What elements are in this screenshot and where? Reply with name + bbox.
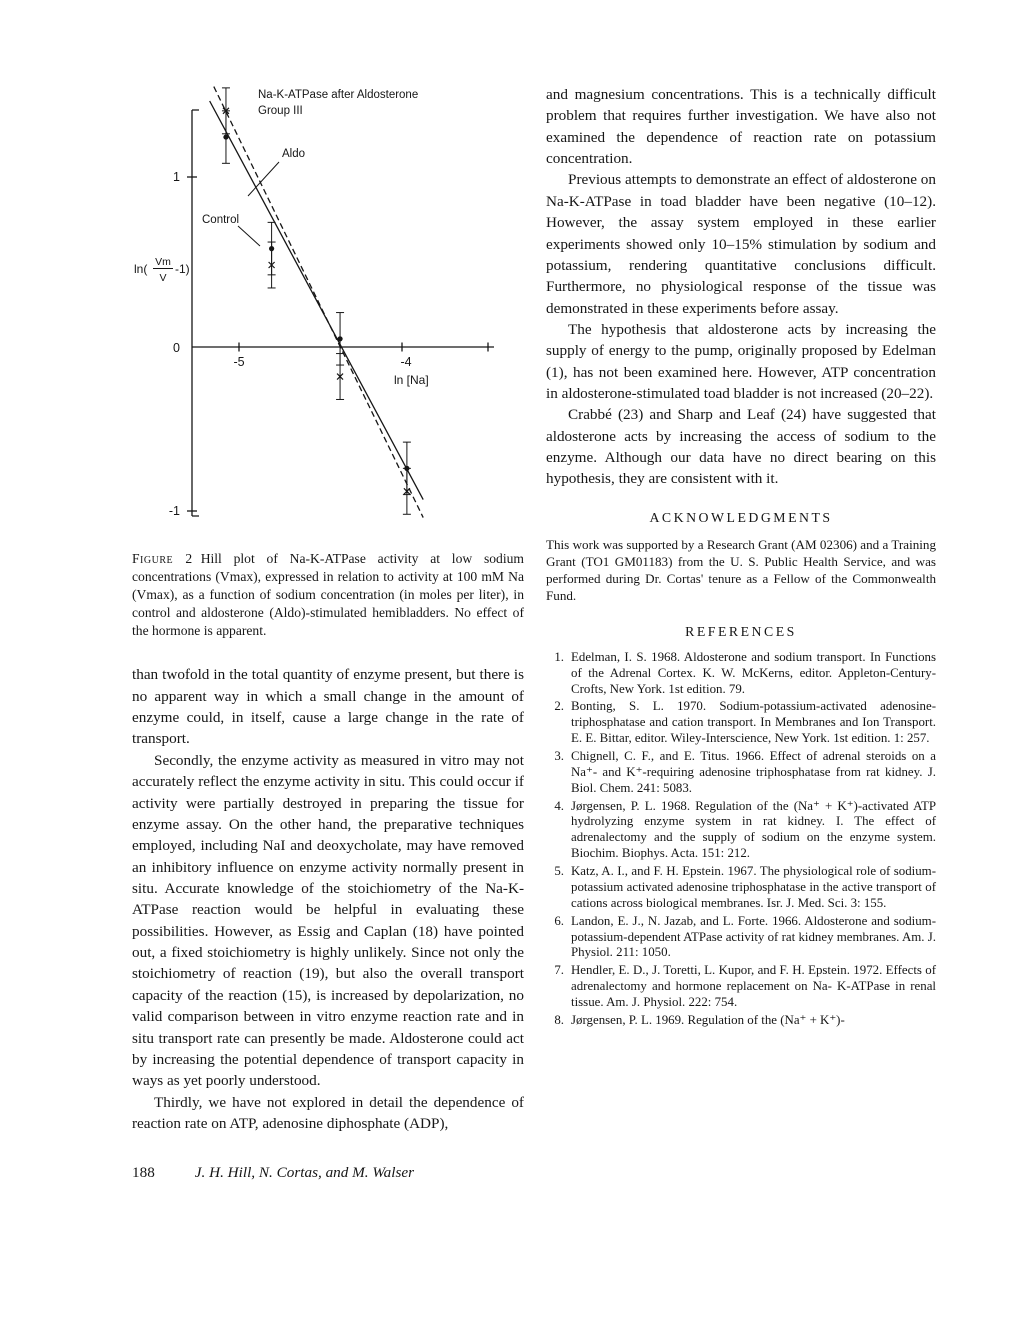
left-paragraph-2: Secondly, the enzyme activity as measured in vitro may not accurately reflect the enzyme activity in situ. This could occur if activity were partially destroyed in preparing the tissue for enzyme assay. On the other hand, the preparative techniques employed, including NaI and deoxycholate, may have removed an inhibitory influence on enzyme activity normally present in situ. Accurate knowledge of the stoichiometry of the Na-K-ATPase reaction would be helpful in evaluating these possibilities. However, as Essig and Caplan (18) have pointed out, a fixed stoichiometry is highly unlikely. Since not only the stoichiometry of reaction (19), but also the overall transport capacity of the reaction (15), is increased by depolarization, no valid comparison between in vitro enzyme reaction rate and in situ transport rate can presently be made. Aldosterone could act by increasing the potential dependence of transport capacity in ways as yet poorly understood. — [132, 751, 524, 1090]
reference-item — [546, 963, 936, 1011]
right-paragraph-2: Previous attempts to demonstrate an effect of aldosterone on Na-K-ATPase in toad bladder have been negative (10–12). However, the assay system employed in these earlier experiments showed only 10–15% stimulation by sodium and potassium, rendering quantitative conclusions difficult. Furthermore, no physiological response of the tissue was demonstrated in these experiments before assay. — [546, 171, 936, 317]
x-tick-neg4: -4 — [400, 355, 412, 369]
reference-item — [546, 699, 936, 747]
acknowledgments-heading: ACKNOWLEDGMENTS — [649, 509, 833, 525]
right-paragraph-4: Crabbé (23) and Sharp and Leaf (24) have suggested that aldosterone acts by increasing the access of sodium to the enzyme. Although our data have no direct bearing on this hypothesis, they are consistent with it. — [546, 406, 936, 488]
plot-series — [210, 84, 424, 518]
reference-text: Chignell, C. F., and E. Titus. 1966. Effect of adrenal steroids on a Na⁺- and K⁺-requiring adenosine triphosphatase from rat kidney. J. Biol. Chem. 241: 5083. — [571, 749, 936, 795]
reference-text: Edelman, I. S. 1968. Aldosterone and sodium transport. In Functions of the Adrenal Cortex. K. W. McKerns, editor. Appleton-Century-Crofts, New York. 1st edition. 79. — [571, 649, 936, 696]
y-axis-label-fn: ln( — [134, 262, 148, 276]
reference-number: 4. — [554, 798, 564, 813]
reference-item — [546, 749, 936, 797]
reference-item — [546, 650, 936, 698]
y-tick-neg1: -1 — [168, 504, 180, 518]
x-axis-label: ln [Na] — [394, 373, 429, 387]
annotation-pointers — [238, 162, 279, 246]
figure-caption-text: Hill plot of Na-K-ATPase activity at low sodium concentrations (Vmax), expressed in relation to activity at 100 mM Na (Vmax), as a function of sodium concentration (in moles per liter), in control and aldosterone (Aldo)-stimulated hemibladders. No effect of the hormone is apparent. — [132, 551, 524, 639]
left-paragraph-1: than twofold in the total quantity of enzyme present, but there is no apparent way in which a small change in the amount of enzyme could, in itself, cause a large change in the rate of transport. — [132, 666, 524, 748]
right-paragraph-3: The hypothesis that aldosterone acts by increasing the supply of energy to the pump, originally proposed by Edelman (1), has not been examined here. However, ATP concentration in aldosterone-stimulated toad bladder is not increased (20–22). — [546, 320, 936, 403]
y-axis-label-rest: -1) — [175, 262, 190, 276]
right-column — [546, 84, 936, 1182]
right-paragraph-1: and magnesium concentrations. This is a technically difficult problem that requires further investigation. We have also not examined the dependence of reaction rate on potassium concentration. — [546, 86, 936, 168]
reference-number: 6. — [554, 913, 564, 928]
hill-plot-chart — [132, 84, 524, 536]
reference-item — [546, 914, 936, 962]
figure-caption — [132, 550, 524, 640]
reference-text: Jørgensen, P. L. 1968. Regulation of the (Na⁺ + K⁺)-activated ATP hydrolyzing enzyme system in rat kidney. I. The effect of adrenalectomy and the supply of sodium on the enzyme system. Biochim. Biophys. Acta. 151: 212. — [571, 798, 936, 861]
reference-number: 7. — [554, 963, 564, 978]
figure-2 — [132, 84, 524, 536]
reference-number: 3. — [554, 749, 564, 764]
x-tick-neg5: -5 — [233, 355, 245, 369]
left-column — [132, 84, 524, 1182]
acknowledgments-text: This work was supported by a Research Grant (AM 02306) and a Training Grant (TO1 GM01183) from the U. S. Public Health Service, and was performed during Dr. Cortas' tenure as a Fellow of the Commonwealth Fund. — [546, 536, 936, 603]
figure-caption-label: Figure 2 — [132, 551, 193, 566]
reference-item — [546, 864, 936, 912]
page-footer — [132, 1164, 524, 1182]
control-series-label: Control — [202, 214, 240, 226]
y-axis-label-numerator: Vm — [155, 256, 171, 268]
reference-text: Bonting, S. L. 1970. Sodium-potassium-activated adenosine-triphosphatase and cation transport. In Membranes and Ion Transport. E. E. Bittar, editor. Wiley-Interscience, New York. 1st edition. 1: 257. — [571, 699, 936, 746]
reference-text: Jørgensen, P. L. 1969. Regulation of the (Na⁺ + K⁺)- — [571, 1012, 845, 1027]
figure-title-line1: Na-K-ATPase after Aldosterone — [258, 89, 419, 101]
y-tick-1: 1 — [173, 170, 180, 184]
running-authors: J. H. Hill, N. Cortas, and M. Walser — [194, 1164, 415, 1182]
reference-number: 5. — [554, 864, 564, 879]
reference-number: 8. — [554, 1012, 564, 1027]
aldo-series-label: Aldo — [282, 148, 306, 160]
reference-text: Katz, A. I., and F. H. Epstein. 1967. The physiological role of sodium-potassium activated adenosine triphosphatase in the active transport of cations across biological membranes. Isr. J. Med. Sci. 3: 155. — [571, 864, 936, 910]
reference-text: Hendler, E. D., J. Toretti, L. Kupor, and F. H. Epstein. 1972. Effects of adrenalectomy and hormone replacement on Na- K-ATPase in renal tissue. Am. J. Physiol. 222: 754. — [571, 963, 936, 1009]
left-paragraph-3: Thirdly, we have not explored in detail the dependence of reaction rate on ATP, adenosine diphosphate (ADP), — [132, 1093, 524, 1132]
reference-item — [546, 1013, 936, 1029]
reference-text: Landon, E. J., N. Jazab, and L. Forte. 1966. Aldosterone and sodium-potassium-dependent ATPase activity of rat kidney membranes. Am. J. Physiol. 211: 1050. — [571, 913, 936, 960]
figure-title-line2: Group III — [258, 105, 303, 117]
y-axis-label-denominator: V — [159, 272, 167, 284]
reference-number: 2. — [554, 699, 564, 714]
y-tick-0: 0 — [173, 341, 180, 355]
reference-number: 1. — [554, 649, 564, 664]
page-number: 188 — [132, 1164, 155, 1182]
references-heading: REFERENCES — [685, 623, 797, 639]
reference-list — [546, 650, 936, 1029]
reference-item — [546, 799, 936, 862]
